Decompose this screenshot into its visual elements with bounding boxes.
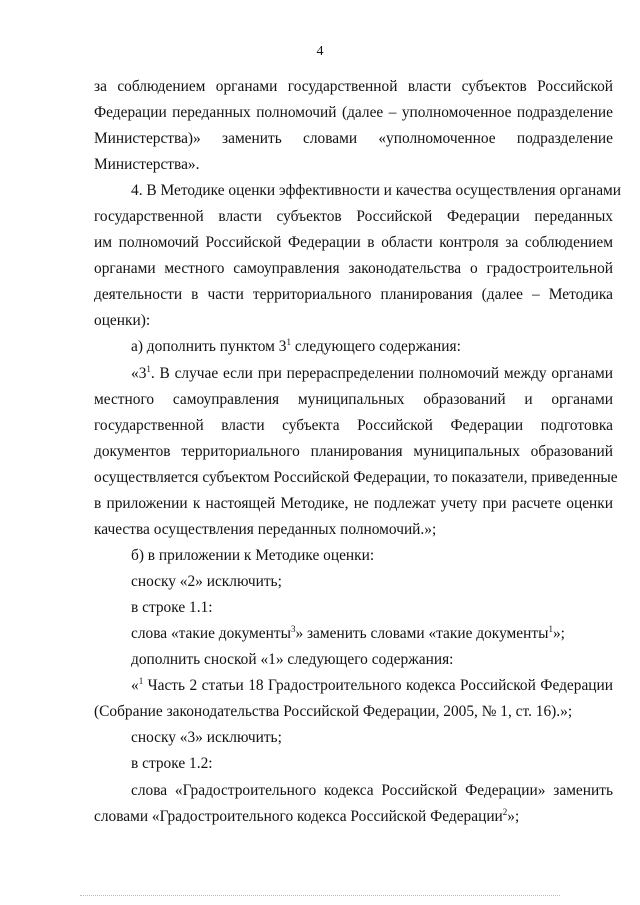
text-span: » заменить словами «такие документы <box>295 625 549 642</box>
text-span: « <box>131 677 139 694</box>
text-line: местного самоуправления муниципальных образований и органами <box>94 391 613 408</box>
text-span: . В случае если при перераспределении полномочий между органами <box>150 365 613 382</box>
text-line: Министерства». <box>94 156 200 173</box>
text-line: осуществляется субъектом Российской Федерации, то показатели, приведенные <box>94 469 618 486</box>
text-line: сноску «3» исключить; <box>131 729 282 746</box>
text-span: следующего содержания: <box>290 338 461 355</box>
text-line: 4. В Методике оценки эффективности и качества осуществления органами <box>131 182 622 199</box>
text-line: государственной власти субъекта Российской Федерации подготовка <box>94 417 613 434</box>
text-line: дополнить сноской «1» следующего содержания: <box>131 651 454 668</box>
text-line: им полномочий Российской Федерации в области контроля за соблюдением <box>94 234 613 251</box>
text-line: Федерации переданных полномочий (далее – уполномоченное подразделение <box>94 104 613 121</box>
text-line: за соблюдением органами государственной власти субъектов Российской <box>94 78 613 95</box>
superscript: 1 <box>138 675 144 686</box>
text-span: »; <box>507 808 520 825</box>
text-line <box>94 808 613 826</box>
text-line: документов территориального планирования муниципальных образований <box>94 443 613 460</box>
scan-edge-line <box>80 895 560 896</box>
text-span: слова «такие документы <box>131 625 291 642</box>
text-span: »; <box>552 625 565 642</box>
text-span: а) дополнить пунктом 3 <box>131 338 287 355</box>
text-line: слова «Градостроительного кодекса Российской Федерации» заменить <box>131 782 613 799</box>
text-line: (Собрание законодательства Российской Федерации, 2005, № 1, ст. 16).»; <box>94 703 573 720</box>
text-line: органами местного самоуправления законодательства о градостроительной <box>94 260 613 277</box>
text-line: качества осуществления переданных полномочий.»; <box>94 521 437 538</box>
text-line: в строке 1.2: <box>131 755 213 772</box>
text-line: Министерства)» заменить словами «уполномоченное подразделение <box>94 130 613 147</box>
text-line: в приложении к настоящей Методике, не подлежат учету при расчете оценки <box>94 495 613 512</box>
text-line: б) в приложении к Методике оценки: <box>131 547 375 564</box>
text-line <box>131 677 613 695</box>
superscript: 1 <box>286 336 291 347</box>
text-line: деятельности в части территориального планирования (далее – Методика <box>94 286 613 303</box>
text-line: в строке 1.1: <box>131 599 213 616</box>
text-line: сноску «2» исключить; <box>131 573 282 590</box>
page-number: 4 <box>316 44 324 59</box>
text-span: «3 <box>131 365 147 382</box>
text-line <box>131 625 613 643</box>
text-line <box>131 338 613 356</box>
text-line <box>131 365 613 383</box>
text-span: словами «Градостроительного кодекса Российской Федерации <box>94 808 503 825</box>
text-span: Часть 2 статьи 18 Градостроительного кодекса Российской Федерации <box>143 677 613 694</box>
text-line: государственной власти субъектов Российской Федерации переданных <box>94 208 613 225</box>
superscript: 1 <box>146 363 151 374</box>
superscript: 2 <box>502 806 508 817</box>
text-line: оценки): <box>94 312 151 329</box>
superscript: 1 <box>548 623 553 634</box>
superscript: 3 <box>290 623 296 634</box>
